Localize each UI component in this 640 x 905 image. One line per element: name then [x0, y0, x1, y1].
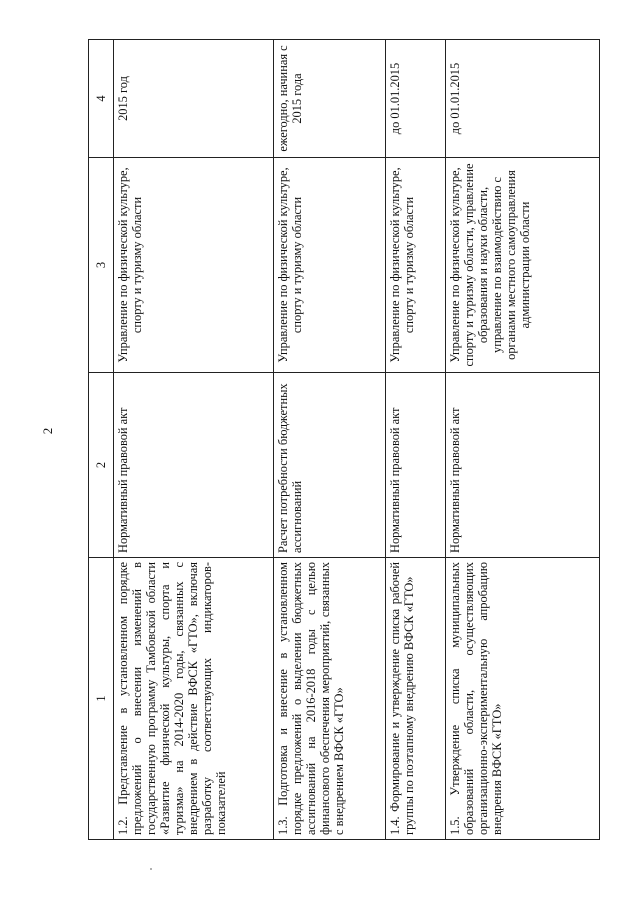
responsible-cell: Управление по физической культуре, спорту и туризму области: [114, 158, 274, 373]
header-col-1: 1: [89, 558, 114, 840]
header-col-2: 2: [89, 373, 114, 558]
table-row: [274, 40, 386, 840]
scan-speck: [150, 868, 152, 870]
rotated-table-container: [88, 40, 600, 840]
header-col-3: 3: [89, 158, 114, 373]
responsible-cell: Управление по физической культуре, спорту и туризму области: [386, 158, 446, 373]
responsible-cell: Управление по физической культуре, спорту и туризму области: [274, 158, 386, 373]
deadline-cell: до 01.01.2015: [386, 40, 446, 158]
deadline-cell: ежегодно, начиная с 2015 года: [274, 40, 386, 158]
document-type-cell: Нормативный правовой акт: [386, 373, 446, 558]
document-type-cell: Нормативный правовой акт: [446, 373, 600, 558]
table-row: [114, 40, 274, 840]
deadline-cell: до 01.01.2015: [446, 40, 600, 158]
activity-cell: 1.4. Формирование и утверждение списка рабочей группы по поэтапному внедрению ВФСК «ГТО»: [386, 558, 446, 840]
plan-table: [88, 39, 600, 840]
document-type-cell: Нормативный правовой акт: [114, 373, 274, 558]
document-type-cell: Расчет потребности бюджетных ассигнований: [274, 373, 386, 558]
activity-cell: 1.5. Утверждение списка муниципальных образований области, осуществляющих организационно-экспериментальную апробацию внедрения ВФСК «ГТО»: [446, 558, 600, 840]
table-header-row: [89, 40, 114, 840]
table-row: [386, 40, 446, 840]
deadline-cell: 2015 год: [114, 40, 274, 158]
activity-cell: 1.2. Представление в установленном порядке предложений о внесении изменений в государственную программу Тамбовской области «Развитие физической культуры, спорта и туризма» на 2014-2020 годы, связанных с внедрением в действие ВФСК «ГТО», включая разработку соответствующих индикаторов-показателей: [114, 558, 274, 840]
header-col-4: 4: [89, 40, 114, 158]
table-row: [446, 40, 600, 840]
activity-cell: 1.3. Подготовка и внесение в установленном порядке предложений о выделении бюджетных ассигнований на 2016-2018 годы с целью финансового обеспечения мероприятий, связанных с внедрением ВФСК «ГТО»: [274, 558, 386, 840]
responsible-cell: Управление по физической культуре, спорту и туризму области, управление образования и науки области, управление по взаимодействию с органами местного самоуправления администрации области: [446, 158, 600, 373]
page-number: 2: [40, 427, 55, 435]
